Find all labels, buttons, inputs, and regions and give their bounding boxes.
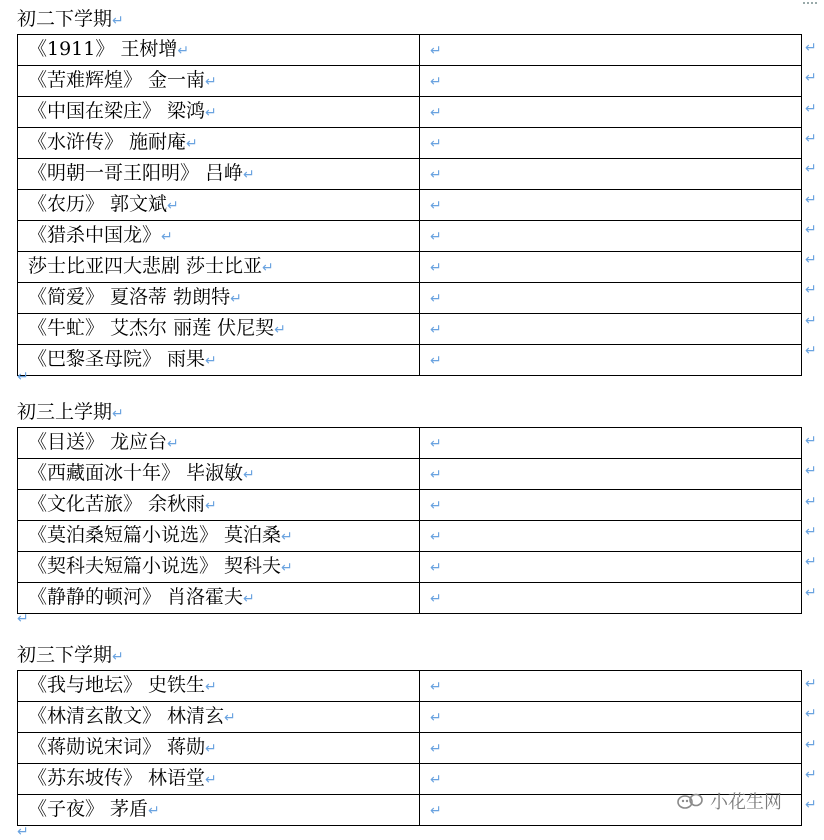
section-heading [17,397,124,427]
cell-end-mark: ↵ [205,498,217,514]
cell-end-mark: ↵ [224,710,236,726]
note-cell[interactable] [420,35,802,66]
cell-end-mark: ↵ [430,198,442,214]
book-cell[interactable] [18,283,420,314]
note-cell[interactable] [420,128,802,159]
book-title-author: 《农历》 郭文斌 [28,193,168,215]
book-cell[interactable] [18,35,420,66]
table-row [18,252,802,283]
note-cell[interactable] [420,733,802,764]
book-cell[interactable] [18,490,420,521]
cell-end-mark: ↵ [205,74,217,90]
cell-end-mark: ↵ [430,679,442,695]
table-row [18,552,802,583]
cell-end-mark: ↵ [243,467,255,483]
row-end-mark: ↵ [805,676,817,692]
row-end-mark: ↵ [805,554,817,571]
page-corner-mark [803,2,817,5]
cell-end-mark: ↵ [205,772,217,788]
note-cell[interactable] [420,459,802,490]
cell-end-mark: ↵ [430,74,442,90]
note-cell[interactable] [420,190,802,221]
book-title-author: 《目送》 龙应台 [28,431,168,453]
reading-table [17,34,802,376]
table-row [18,733,802,764]
row-end-mark: ↵ [805,40,817,56]
book-cell[interactable] [18,671,420,702]
cell-end-mark: ↵ [281,560,293,576]
row-end-mark: ↵ [805,70,817,87]
empty-paragraph-mark: ↵ [17,823,29,840]
row-end-mark: ↵ [805,100,817,117]
row-end-mark: ↵ [805,282,817,299]
table-row [18,66,802,97]
row-end-mark: ↵ [805,736,817,753]
book-cell[interactable] [18,702,420,733]
cell-end-mark: ↵ [430,591,442,607]
note-cell[interactable] [420,314,802,345]
cell-end-mark: ↵ [262,260,274,276]
cell-end-mark: ↵ [430,560,442,576]
section-heading-text: 初二下学期 [17,8,113,30]
book-cell[interactable] [18,97,420,128]
book-cell[interactable] [18,764,420,795]
row-end-mark: ↵ [805,343,817,359]
empty-paragraph-mark: ↵ [17,610,29,627]
cell-end-mark: ↵ [243,167,255,183]
book-title-author: 《中国在梁庄》 梁鸿 [28,100,206,122]
book-title-author: 《苏东坡传》 林语堂 [28,767,206,789]
cell-end-mark: ↵ [430,291,442,307]
row-end-mark: ↵ [805,130,817,147]
peanut-logo-icon [676,790,704,812]
book-title-author: 《林清玄散文》 林清玄 [28,705,225,727]
table-row [18,583,802,614]
row-end-mark: ↵ [805,252,817,269]
book-title-author: 《静静的顿河》 肖洛霍夫 [28,586,244,608]
book-title-author: 《莫泊桑短篇小说选》 莫泊桑 [28,524,282,546]
table-row [18,428,802,459]
table-row [18,128,802,159]
cell-end-mark: ↵ [274,322,286,338]
book-cell[interactable] [18,314,420,345]
note-cell[interactable] [420,252,802,283]
row-end-mark: ↵ [805,433,817,449]
table-row [18,221,802,252]
note-cell[interactable] [420,428,802,459]
book-cell[interactable] [18,128,420,159]
row-end-mark: ↵ [805,523,817,540]
cell-end-mark: ↵ [430,529,442,545]
row-end-mark: ↵ [805,584,817,601]
table-row [18,283,802,314]
cell-end-mark: ↵ [430,353,442,369]
table-row [18,35,802,66]
book-cell[interactable] [18,552,420,583]
table-row [18,159,802,190]
book-title-author: 《文化苦旅》 余秋雨 [28,493,206,515]
reading-table [17,427,802,614]
book-cell[interactable] [18,521,420,552]
note-cell[interactable] [420,552,802,583]
table-row [18,345,802,376]
row-end-mark: ↵ [805,766,817,783]
table-row [18,459,802,490]
book-title-author: 《简爱》 夏洛蒂 勃朗特 [28,286,231,308]
cell-end-mark: ↵ [430,260,442,276]
book-title-author: 《我与地坛》 史铁生 [28,674,206,696]
note-cell[interactable] [420,97,802,128]
book-cell[interactable] [18,583,420,614]
table-row [18,490,802,521]
book-cell[interactable] [18,159,420,190]
book-title-author: 《子夜》 茅盾 [28,798,149,820]
book-cell[interactable] [18,252,420,283]
book-title-author: 《契科夫短篇小说选》 契科夫 [28,555,282,577]
cell-end-mark: ↵ [167,198,179,214]
paragraph-mark: ↵ [112,649,124,665]
book-title-author: 《1911》 王树增 [28,38,178,60]
note-cell[interactable] [420,345,802,376]
book-cell[interactable] [18,66,420,97]
watermark [676,788,782,814]
book-cell[interactable] [18,221,420,252]
row-end-mark: ↵ [805,797,817,814]
cell-end-mark: ↵ [430,803,442,819]
note-cell[interactable] [420,583,802,614]
cell-end-mark: ↵ [167,436,179,452]
table-row [18,702,802,733]
cell-end-mark: ↵ [430,105,442,121]
book-title-author: 《巴黎圣母院》 雨果 [28,348,206,370]
section-heading [17,4,124,34]
table-row [18,190,802,221]
cell-end-mark: ↵ [205,741,217,757]
cell-end-mark: ↵ [430,436,442,452]
cell-end-mark: ↵ [430,498,442,514]
cell-end-mark: ↵ [430,167,442,183]
empty-paragraph-mark: ↵ [17,369,29,386]
table-row [18,314,802,345]
note-cell[interactable] [420,159,802,190]
row-end-mark: ↵ [805,706,817,723]
book-cell[interactable] [18,190,420,221]
cell-end-mark: ↵ [281,529,293,545]
book-title-author: 《西藏面冰十年》 毕淑敏 [28,462,244,484]
note-cell[interactable] [420,702,802,733]
book-title-author: 《猎杀中国龙》 [28,224,162,246]
cell-end-mark: ↵ [205,105,217,121]
paragraph-mark: ↵ [112,13,124,29]
cell-end-mark: ↵ [430,136,442,152]
book-title-author: 《蒋勋说宋词》 蒋勋 [28,736,206,758]
book-cell[interactable] [18,345,420,376]
book-title-author: 莎士比亚四大悲剧 莎士比亚 [28,255,263,277]
section-heading-text: 初三上学期 [17,401,113,423]
section-heading [17,640,124,670]
cell-end-mark: ↵ [430,43,442,59]
section-heading-text: 初三下学期 [17,644,113,666]
cell-end-mark: ↵ [430,467,442,483]
row-end-mark: ↵ [805,463,817,480]
row-end-mark: ↵ [805,161,817,178]
paragraph-mark: ↵ [112,406,124,422]
cell-end-mark: ↵ [161,229,173,245]
note-cell[interactable] [420,521,802,552]
cell-end-mark: ↵ [186,136,198,152]
book-cell[interactable] [18,428,420,459]
cell-end-mark: ↵ [177,43,190,59]
note-cell[interactable] [420,283,802,314]
table-row [18,521,802,552]
cell-end-mark: ↵ [430,772,442,788]
book-cell[interactable] [18,733,420,764]
row-end-mark: ↵ [805,191,817,208]
book-title-author: 《牛虻》 艾杰尔 丽莲 伏尼契 [28,317,275,339]
book-title-author: 《水浒传》 施耐庵 [28,131,187,153]
book-title-author: 《苦难辉煌》 金一南 [28,69,206,91]
watermark-text: 小花生网 [710,792,782,813]
note-cell[interactable] [420,66,802,97]
note-cell[interactable] [420,221,802,252]
row-end-mark: ↵ [805,493,817,510]
cell-end-mark: ↵ [430,322,442,338]
cell-end-mark: ↵ [430,741,442,757]
book-cell[interactable] [18,795,420,826]
cell-end-mark: ↵ [205,679,217,695]
cell-end-mark: ↵ [205,353,217,369]
cell-end-mark: ↵ [243,591,255,607]
note-cell[interactable] [420,490,802,521]
book-title-author: 《明朝一哥王阳明》 吕峥 [28,162,244,184]
note-cell[interactable] [420,671,802,702]
book-cell[interactable] [18,459,420,490]
cell-end-mark: ↵ [430,229,442,245]
table-row [18,97,802,128]
table-row [18,671,802,702]
cell-end-mark: ↵ [148,803,160,819]
row-end-mark: ↵ [805,312,817,329]
cell-end-mark: ↵ [430,710,442,726]
row-end-mark: ↵ [805,221,817,238]
cell-end-mark: ↵ [230,291,242,307]
